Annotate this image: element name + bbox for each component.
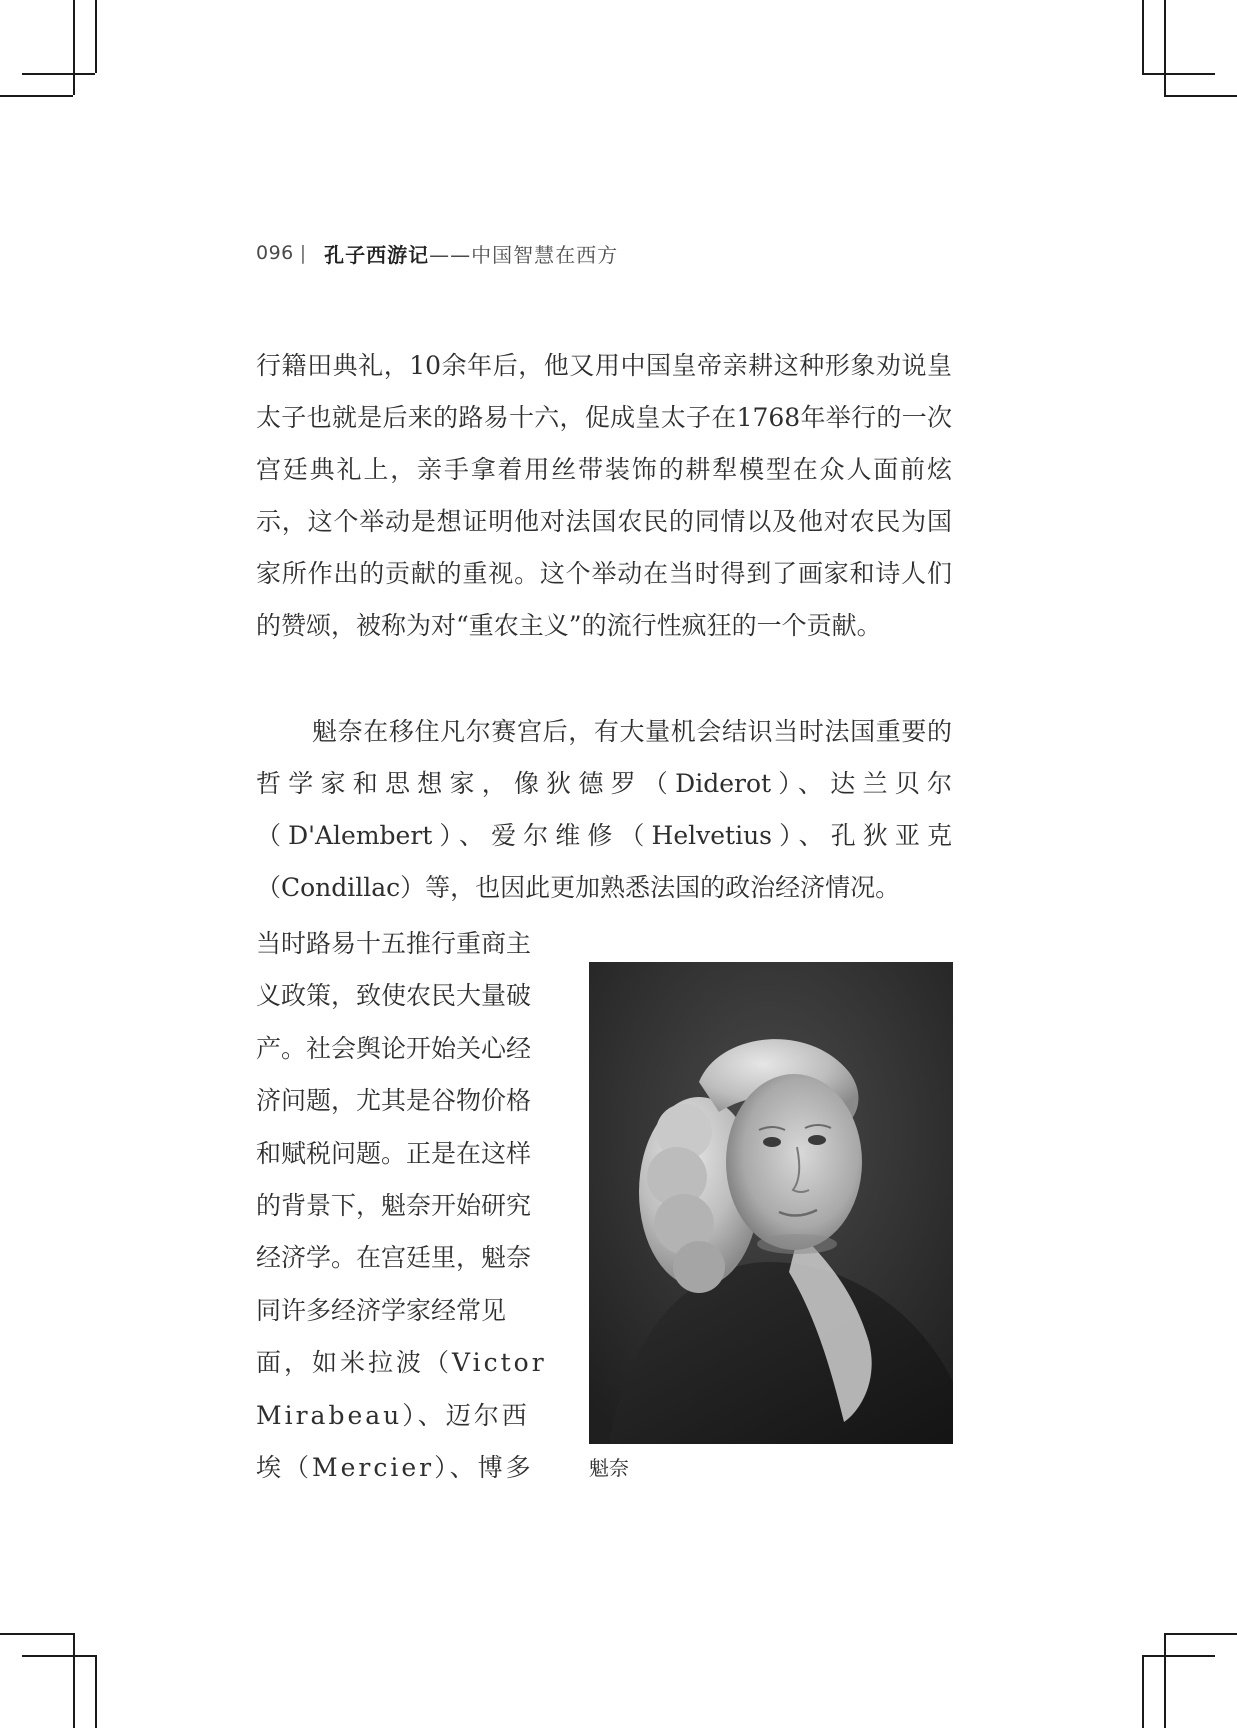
text-line: 济问题，尤其是谷物价格 bbox=[256, 1086, 532, 1116]
crop-mark bbox=[0, 1633, 73, 1635]
text-line: 埃（Mercier）、博多 bbox=[256, 1452, 534, 1482]
text-line: 和赋税问题。正是在这样 bbox=[256, 1138, 532, 1168]
crop-mark bbox=[1142, 1655, 1215, 1657]
crop-mark bbox=[22, 73, 95, 75]
crop-mark bbox=[73, 0, 75, 95]
crop-mark bbox=[1142, 1655, 1144, 1728]
figure-caption: 魁奈 bbox=[589, 1456, 629, 1480]
text-line: Mirabeau）、迈尔西 bbox=[256, 1400, 530, 1430]
crop-mark bbox=[0, 95, 73, 97]
wrapped-text-column bbox=[256, 918, 562, 1494]
text-line: 义政策，致使农民大量破 bbox=[256, 981, 532, 1011]
text-line: 同许多经济学家经常见 bbox=[256, 1295, 507, 1325]
crop-mark bbox=[1164, 1633, 1237, 1635]
text-line: 经济学。在宫廷里，魁奈 bbox=[256, 1243, 532, 1273]
crop-mark bbox=[1142, 0, 1144, 73]
crop-mark bbox=[1164, 1633, 1166, 1728]
book-subtitle: ——中国智慧在西方 bbox=[429, 242, 619, 267]
text-line: 的背景下，魁奈开始研究 bbox=[256, 1190, 532, 1220]
body-paragraph: 行籍田典礼，10余年后，他又用中国皇帝亲耕这种形象劝说皇太子也就是后来的路易十六，促成皇太子在1768年举行的一次宫廷典礼上，亲手拿着用丝带装饰的耕犁模型在众人面前炫示，这个举动是想证明他对法国农民的同情以及他对农民为国家所作出的贡献的重视。这个举动在当时得到了画家和诗人们的赞颂，被称为对“重农主义”的流行性疯狂的一个贡献。 bbox=[256, 351, 952, 640]
crop-mark bbox=[73, 1633, 75, 1728]
crop-mark bbox=[95, 0, 97, 73]
crop-mark bbox=[22, 1655, 95, 1657]
crop-mark bbox=[1164, 0, 1166, 95]
crop-mark bbox=[1142, 73, 1215, 75]
text-line: 当时路易十五推行重商主 bbox=[256, 929, 532, 958]
book-title: 孔子西游记 bbox=[324, 242, 430, 267]
portrait-image bbox=[589, 962, 953, 1444]
text-line: 面，如米拉波（Victor bbox=[256, 1348, 547, 1378]
running-header bbox=[256, 238, 618, 268]
body-paragraph: 魁奈在移住凡尔赛宫后，有大量机会结识当时法国重要的哲学家和思想家，像狄德罗（Diderot）、达兰贝尔（D'Alembert）、爱尔维修（Helvetius）、孔狄亚克（Condillac）等，也因此更加熟悉法国的政治经济情况。 bbox=[256, 717, 952, 902]
crop-mark bbox=[95, 1655, 97, 1728]
header-separator: | bbox=[299, 242, 307, 264]
crop-mark bbox=[1164, 95, 1237, 97]
text-line: 产。社会舆论开始关心经 bbox=[256, 1033, 532, 1063]
page-number: 096 bbox=[256, 242, 294, 264]
